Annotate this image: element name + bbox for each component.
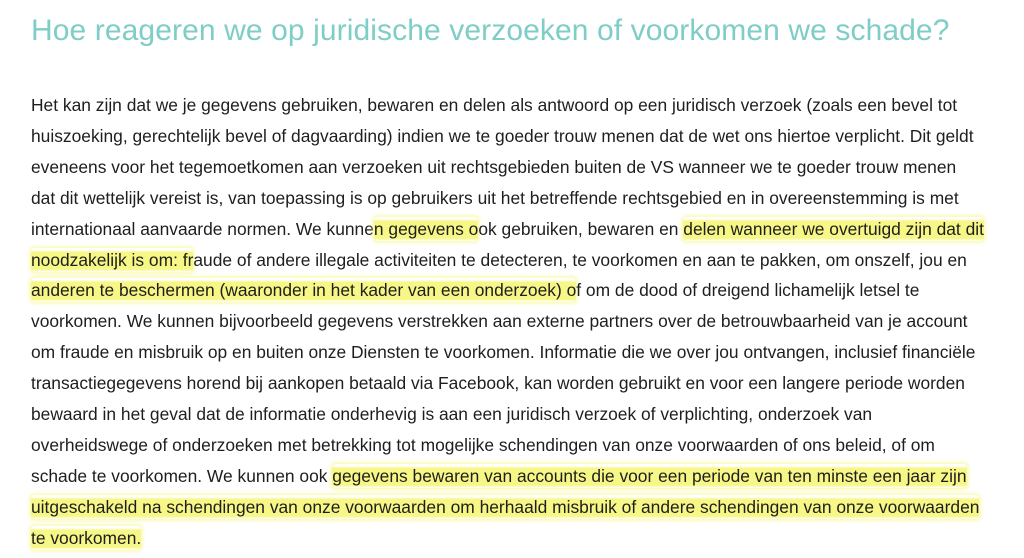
- text-run: ok gebruiken, bewaren en: [478, 218, 684, 239]
- highlighted-text: te voorkomen.: [31, 527, 142, 548]
- paragraph-line: [31, 399, 1016, 430]
- text-run: f om de dood of dreigend lichamelijk letsel te: [576, 280, 920, 301]
- text-run: voorkomen. We kunnen bijvoorbeeld gegevens verstrekken aan externe partners over de betrouwbaarheid van je account: [31, 311, 968, 332]
- highlighted-text: n gegevens o: [373, 218, 479, 239]
- paragraph-line: [31, 214, 1016, 245]
- paragraph-line: [31, 368, 1016, 399]
- text-run: Het kan zijn dat we je gegevens gebruiken, bewaren en delen als antwoord op een juridisch verzoek (zoals een bevel tot: [31, 95, 958, 115]
- paragraph-line: [31, 245, 1016, 276]
- paragraph-line: [31, 461, 1016, 492]
- text-run: aude of andere illegale activiteiten te detecteren, te voorkomen en aan te pakken, om onszelf, jou en: [193, 249, 967, 270]
- paragraph-line: [31, 306, 1016, 337]
- body-paragraph: [31, 90, 1016, 554]
- highlighted-text: uitgeschakeld na schendingen van onze voorwaarden om herhaald misbruik of andere schendingen van onze voorwaarden: [31, 496, 980, 517]
- highlighted-text: delen wanneer we overtuigd zijn dat dit: [683, 218, 984, 239]
- text-run: huiszoeking, gerechtelijk bevel of dagvaarding) indien we te goeder trouw menen dat de wet ons hiertoe verplicht. Dit geldt: [31, 125, 974, 146]
- text-run: bewaard in het geval dat de informatie onderhevig is aan een juridisch verzoek of verplichting, onderzoek van: [31, 404, 873, 425]
- paragraph-line: [31, 90, 1016, 121]
- highlighted-text: noodzakelijk is om: fr: [31, 249, 194, 270]
- paragraph-line: [31, 152, 1016, 183]
- paragraph-line: [31, 430, 1016, 461]
- highlighted-text: anderen te beschermen (waaronder in het kader van een onderzoek) o: [31, 280, 577, 301]
- paragraph-line: [31, 492, 1016, 523]
- paragraph-line: [31, 183, 1016, 214]
- text-run: transactiegegevens horend bij aankopen betaald via Facebook, kan worden gebruikt en voor een langere periode worden: [31, 373, 965, 394]
- text-run: overheidswege of onderzoeken met betrekking tot mogelijke schendingen van onze voorwaarden of ons beleid, of om: [31, 434, 935, 455]
- paragraph-line: [31, 121, 1016, 152]
- section-heading: Hoe reageren we op juridische verzoeken of voorkomen we schade?: [31, 14, 950, 47]
- text-run: internationaal aanvaarde normen. We kunne: [31, 218, 374, 239]
- text-run: dat dit wettelijk vereist is, van toepassing is op gebruikers uit het betreffende rechtsgebied en in overeenstemming is met: [31, 187, 959, 208]
- paragraph-line: [31, 523, 1016, 554]
- text-run: eveneens voor het tegemoetkomen aan verzoeken uit rechtsgebieden buiten de VS wanneer we te goeder trouw menen: [31, 156, 957, 177]
- paragraph-line: [31, 275, 1016, 306]
- paragraph-line: [31, 337, 1016, 368]
- highlighted-text: gegevens bewaren van accounts die voor een periode van ten minste een jaar zijn: [332, 465, 967, 486]
- text-run: schade te voorkomen. We kunnen ook: [31, 465, 333, 486]
- text-run: om fraude en misbruik op en buiten onze Diensten te voorkomen. Informatie die we over jou ontvangen, inclusief financiële: [31, 342, 976, 363]
